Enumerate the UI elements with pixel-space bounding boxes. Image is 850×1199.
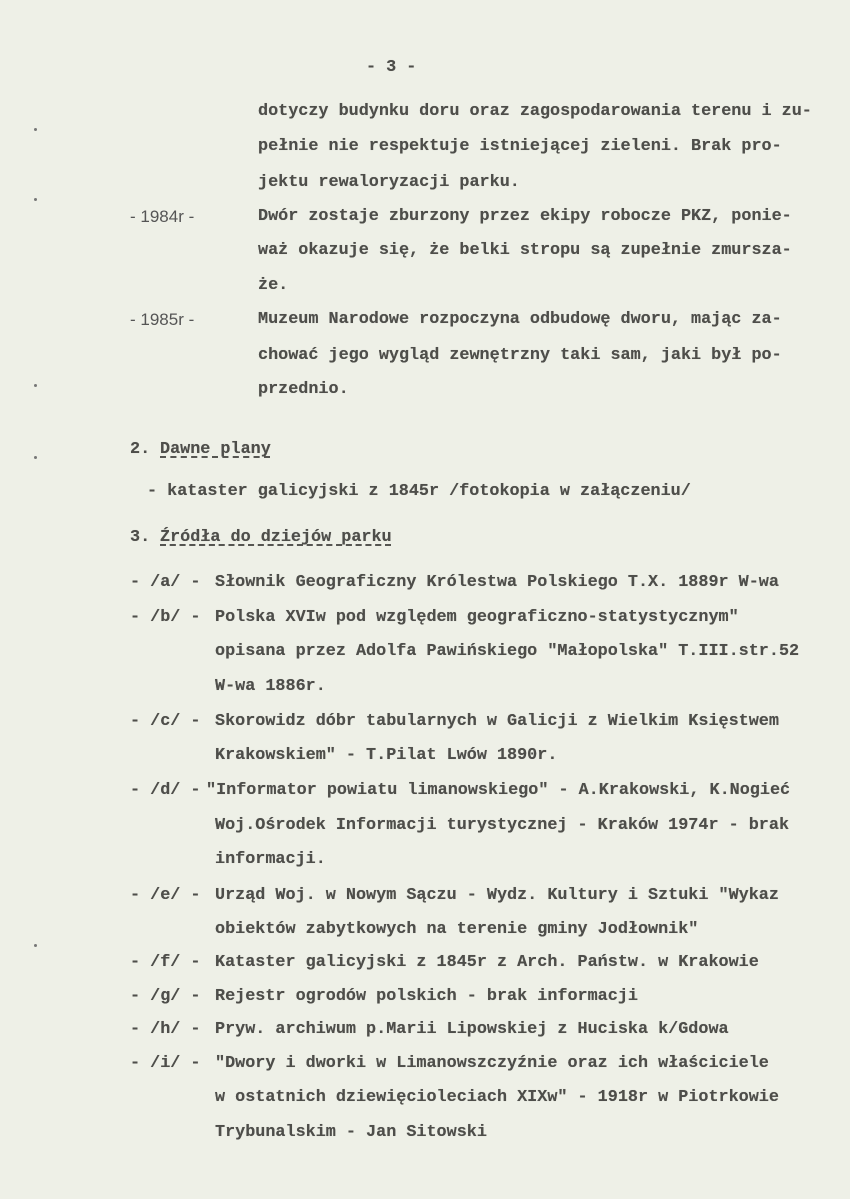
source-label: - /c/ - bbox=[130, 712, 201, 731]
source-label: - /b/ - bbox=[130, 608, 201, 627]
text-line: pełnie nie respektuje istniejącej zieleni. Brak pro- bbox=[258, 137, 782, 156]
margin-mark bbox=[34, 944, 37, 947]
text-line: "Dwory i dworki w Limanowszczyźnie oraz ich właściciele bbox=[215, 1054, 769, 1073]
text-line: jektu rewaloryzacji parku. bbox=[258, 173, 520, 192]
text-line: informacji. bbox=[215, 850, 326, 869]
text-line: Polska XVIw pod względem geograficzno-statystycznym" bbox=[215, 608, 739, 627]
text-line: Trybunalskim - Jan Sitowski bbox=[215, 1123, 487, 1142]
source-label: - /i/ - bbox=[130, 1054, 201, 1073]
source-label: - /a/ - bbox=[130, 573, 201, 592]
text-line: waż okazuje się, że belki stropu są zupełnie zmursza- bbox=[258, 241, 792, 260]
text-line: w ostatnich dziewięcioleciach XIXw" - 1918r w Piotrkowie bbox=[215, 1088, 779, 1107]
text-line: Krakowskiem" - T.Pilat Lwów 1890r. bbox=[215, 746, 558, 765]
event-label: - 1984r - bbox=[130, 207, 195, 226]
text-line: "Informator powiatu limanowskiego" - A.Krakowski, K.Nogieć bbox=[206, 781, 791, 800]
text-line: obiektów zabytkowych na terenie gminy Jodłownik" bbox=[215, 920, 699, 939]
text-line: Rejestr ogrodów polskich - brak informacji bbox=[215, 987, 638, 1006]
margin-mark bbox=[34, 128, 37, 131]
section-number: 3. bbox=[130, 528, 151, 547]
margin-mark bbox=[34, 198, 37, 201]
text-line: Muzeum Narodowe rozpoczyna odbudowę dworu, mając za- bbox=[258, 310, 782, 329]
section-number: 2. bbox=[130, 440, 151, 459]
page-number: - 3 - bbox=[366, 58, 417, 77]
text-line: że. bbox=[258, 276, 289, 295]
text-line: Dwór zostaje zburzony przez ekipy robocze PKZ, ponie- bbox=[258, 207, 792, 226]
source-label: - /f/ - bbox=[130, 953, 201, 972]
text-line: Urząd Woj. w Nowym Sączu - Wydz. Kultury i Sztuki "Wykaz bbox=[215, 886, 779, 905]
event-label: - 1985r - bbox=[130, 310, 195, 329]
text-line: przednio. bbox=[258, 380, 349, 399]
margin-mark bbox=[34, 456, 37, 459]
text-line: opisana przez Adolfa Pawińskiego "Małopolska" T.III.str.52 bbox=[215, 642, 800, 661]
text-line: W-wa 1886r. bbox=[215, 677, 326, 696]
text-line: Słownik Geograficzny Królestwa Polskiego T.X. 1889r W-wa bbox=[215, 573, 779, 592]
source-label: - /g/ - bbox=[130, 987, 201, 1006]
source-label: - /e/ - bbox=[130, 886, 201, 905]
source-label: - /h/ - bbox=[130, 1020, 201, 1039]
text-line: dotyczy budynku doru oraz zagospodarowania terenu i zu- bbox=[258, 102, 812, 121]
text-line: Woj.Ośrodek Informacji turystycznej - Kraków 1974r - brak bbox=[215, 816, 790, 835]
text-line: Kataster galicyjski z 1845r z Arch. Państw. w Krakowie bbox=[215, 953, 759, 972]
text-line: Skorowidz dóbr tabularnych w Galicji z Wielkim Księstwem bbox=[215, 712, 779, 731]
text-line: chować jego wygląd zewnętrzny taki sam, jaki był po- bbox=[258, 346, 782, 365]
section-title: Źródła do dziejów parku bbox=[160, 528, 392, 547]
margin-mark bbox=[34, 384, 37, 387]
source-label: - /d/ - bbox=[130, 781, 201, 800]
text-line: - kataster galicyjski z 1845r /fotokopia w załączeniu/ bbox=[147, 482, 691, 501]
section-title: Dawne plany bbox=[160, 440, 271, 459]
text-line: Pryw. archiwum p.Marii Lipowskiej z Huciska k/Gdowa bbox=[215, 1020, 729, 1039]
